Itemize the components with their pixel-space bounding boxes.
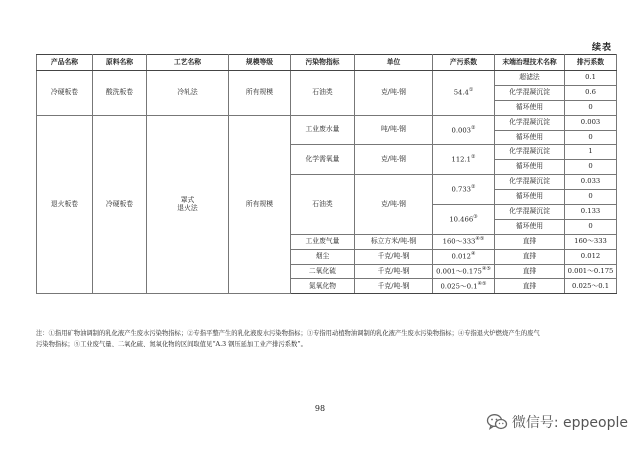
header-scale: 规模等级 [229, 55, 291, 71]
cell-emission: 0 [565, 130, 617, 145]
cell-material: 酸洗板卷 [93, 71, 147, 116]
table-row [37, 71, 617, 86]
cell-process: 冷轧法 [147, 71, 229, 116]
cell-unit: 千克/吨-钢 [355, 264, 433, 279]
cell-treatment: 循环使用 [495, 160, 565, 175]
coef-value: 0.003 [451, 125, 471, 134]
coef-note: ② [470, 154, 476, 161]
cell-process [147, 115, 229, 294]
coefficient-table-wrap [36, 54, 616, 294]
cell-emission: 0.133 [565, 205, 617, 220]
cell-treatment: 循环使用 [495, 219, 565, 234]
wechat-watermark [486, 412, 628, 432]
cell-coefficient [433, 175, 495, 205]
continued-label: 续表 [591, 43, 612, 53]
cell-emission: 0.025～0.1 [565, 279, 617, 294]
cell-pollutant: 石油类 [291, 71, 355, 116]
cell-treatment: 直排 [495, 264, 565, 279]
cell-emission: 0.6 [565, 85, 617, 100]
cell-unit: 吨/吨-钢 [355, 115, 433, 145]
process-line-2: 退火法 [177, 203, 198, 212]
cell-emission: 160～333 [565, 234, 617, 249]
coef-value: 112.1 [451, 155, 471, 164]
cell-emission: 0 [565, 160, 617, 175]
cell-scale: 所有规模 [229, 115, 291, 294]
coef-note: ④⑤ [481, 265, 491, 272]
cell-emission: 0.001～0.175 [565, 264, 617, 279]
cell-coefficient [433, 279, 495, 294]
cell-treatment: 化学混凝沉淀 [495, 85, 565, 100]
cell-pollutant: 氮氧化物 [291, 279, 355, 294]
cell-treatment: 化学混凝沉淀 [495, 115, 565, 130]
cell-emission: 0 [565, 190, 617, 205]
cell-coefficient [433, 145, 495, 175]
cell-coefficient [433, 249, 495, 264]
cell-pollutant: 二氧化硫 [291, 264, 355, 279]
cell-unit: 克/吨-钢 [355, 145, 433, 175]
cell-emission: 0.1 [565, 71, 617, 86]
cell-pollutant: 工业废水量 [291, 115, 355, 145]
coef-note: ③ [473, 213, 478, 220]
cell-treatment: 循环使用 [495, 100, 565, 115]
coef-value: 10.466 [449, 215, 474, 224]
header-product: 产品名称 [37, 55, 93, 71]
cell-treatment: 循环使用 [495, 130, 565, 145]
cell-coefficient [433, 115, 495, 145]
cell-treatment: 超滤法 [495, 71, 565, 86]
table-header-row [37, 55, 617, 71]
cell-coefficient [433, 264, 495, 279]
cell-emission: 0.012 [565, 249, 617, 264]
cell-product: 退火板卷 [37, 115, 93, 294]
cell-treatment: 直排 [495, 279, 565, 294]
coef-note: ④⑤ [477, 280, 487, 287]
cell-unit: 克/吨-钢 [355, 175, 433, 235]
cell-pollutant: 石油类 [291, 175, 355, 235]
cell-emission: 0.033 [565, 175, 617, 190]
cell-scale: 所有规模 [229, 71, 291, 116]
header-treatment: 末端治理技术名称 [495, 55, 565, 71]
wechat-icon [486, 413, 508, 431]
footnote-line-2: 污染物指标；⑤工业废气量、二氧化硫、氮氧化物的区间取值见“A.3 钢压延加工业产排污系数”。 [36, 340, 307, 348]
coef-note: ④⑤ [475, 236, 485, 243]
cell-treatment: 化学混凝沉淀 [495, 145, 565, 160]
cell-pollutant: 烟尘 [291, 249, 355, 264]
header-coefficient: 产污系数 [433, 55, 495, 71]
header-process: 工艺名称 [147, 55, 229, 71]
coef-value: 0.025～0.1 [440, 282, 478, 291]
header-material: 原料名称 [93, 55, 147, 71]
watermark-text: 微信号: eppeople [511, 415, 628, 431]
cell-coefficient [433, 71, 495, 116]
cell-unit: 千克/吨-钢 [355, 249, 433, 264]
cell-coefficient [433, 205, 495, 235]
cell-unit: 标立方米/吨-钢 [355, 234, 433, 249]
cell-emission: 1 [565, 145, 617, 160]
cell-pollutant: 化学需氧量 [291, 145, 355, 175]
coef-note: ② [470, 184, 476, 191]
header-emission: 排污系数 [565, 55, 617, 71]
cell-treatment: 循环使用 [495, 190, 565, 205]
header-pollutant: 污染物指标 [291, 55, 355, 71]
coef-note: ① [468, 87, 474, 94]
coef-value: 0.001～0.175 [436, 267, 482, 276]
cell-material: 冷硬板卷 [93, 115, 147, 294]
coef-value: 0.733 [451, 185, 471, 194]
cell-product: 冷硬板卷 [37, 71, 93, 116]
cell-coefficient [433, 234, 495, 249]
cell-treatment: 化学混凝沉淀 [495, 205, 565, 220]
cell-unit: 千克/吨-钢 [355, 279, 433, 294]
coef-value: 160～333 [442, 237, 476, 246]
cell-unit: 克/吨-钢 [355, 71, 433, 116]
coef-value: 54.4 [453, 88, 469, 97]
cell-emission: 0 [565, 219, 617, 234]
footnote-line-1: 注：①指用矿物油调制的乳化液产生废水污染物指标；②专指平整产生的乳化液废水污染物指标；③专指用动植物油调制的乳化液产生废水污染物指标；④专指退火炉燃烧产生的废气 [36, 330, 540, 337]
coef-note: ② [470, 124, 476, 131]
cell-emission: 0 [565, 100, 617, 115]
cell-treatment: 化学混凝沉淀 [495, 175, 565, 190]
header-unit: 单位 [355, 55, 433, 71]
cell-treatment: 直排 [495, 234, 565, 249]
table-footnote [36, 329, 616, 350]
cell-treatment: 直排 [495, 249, 565, 264]
process-line-1: 罩式 [180, 195, 195, 204]
coef-note: ④ [470, 251, 476, 258]
cell-emission: 0.003 [565, 115, 617, 130]
table-row [37, 115, 617, 130]
coefficient-table [36, 54, 617, 294]
page-number: 98 [314, 404, 326, 413]
cell-pollutant: 工业废气量 [291, 234, 355, 249]
coef-value: 0.012 [451, 252, 471, 261]
